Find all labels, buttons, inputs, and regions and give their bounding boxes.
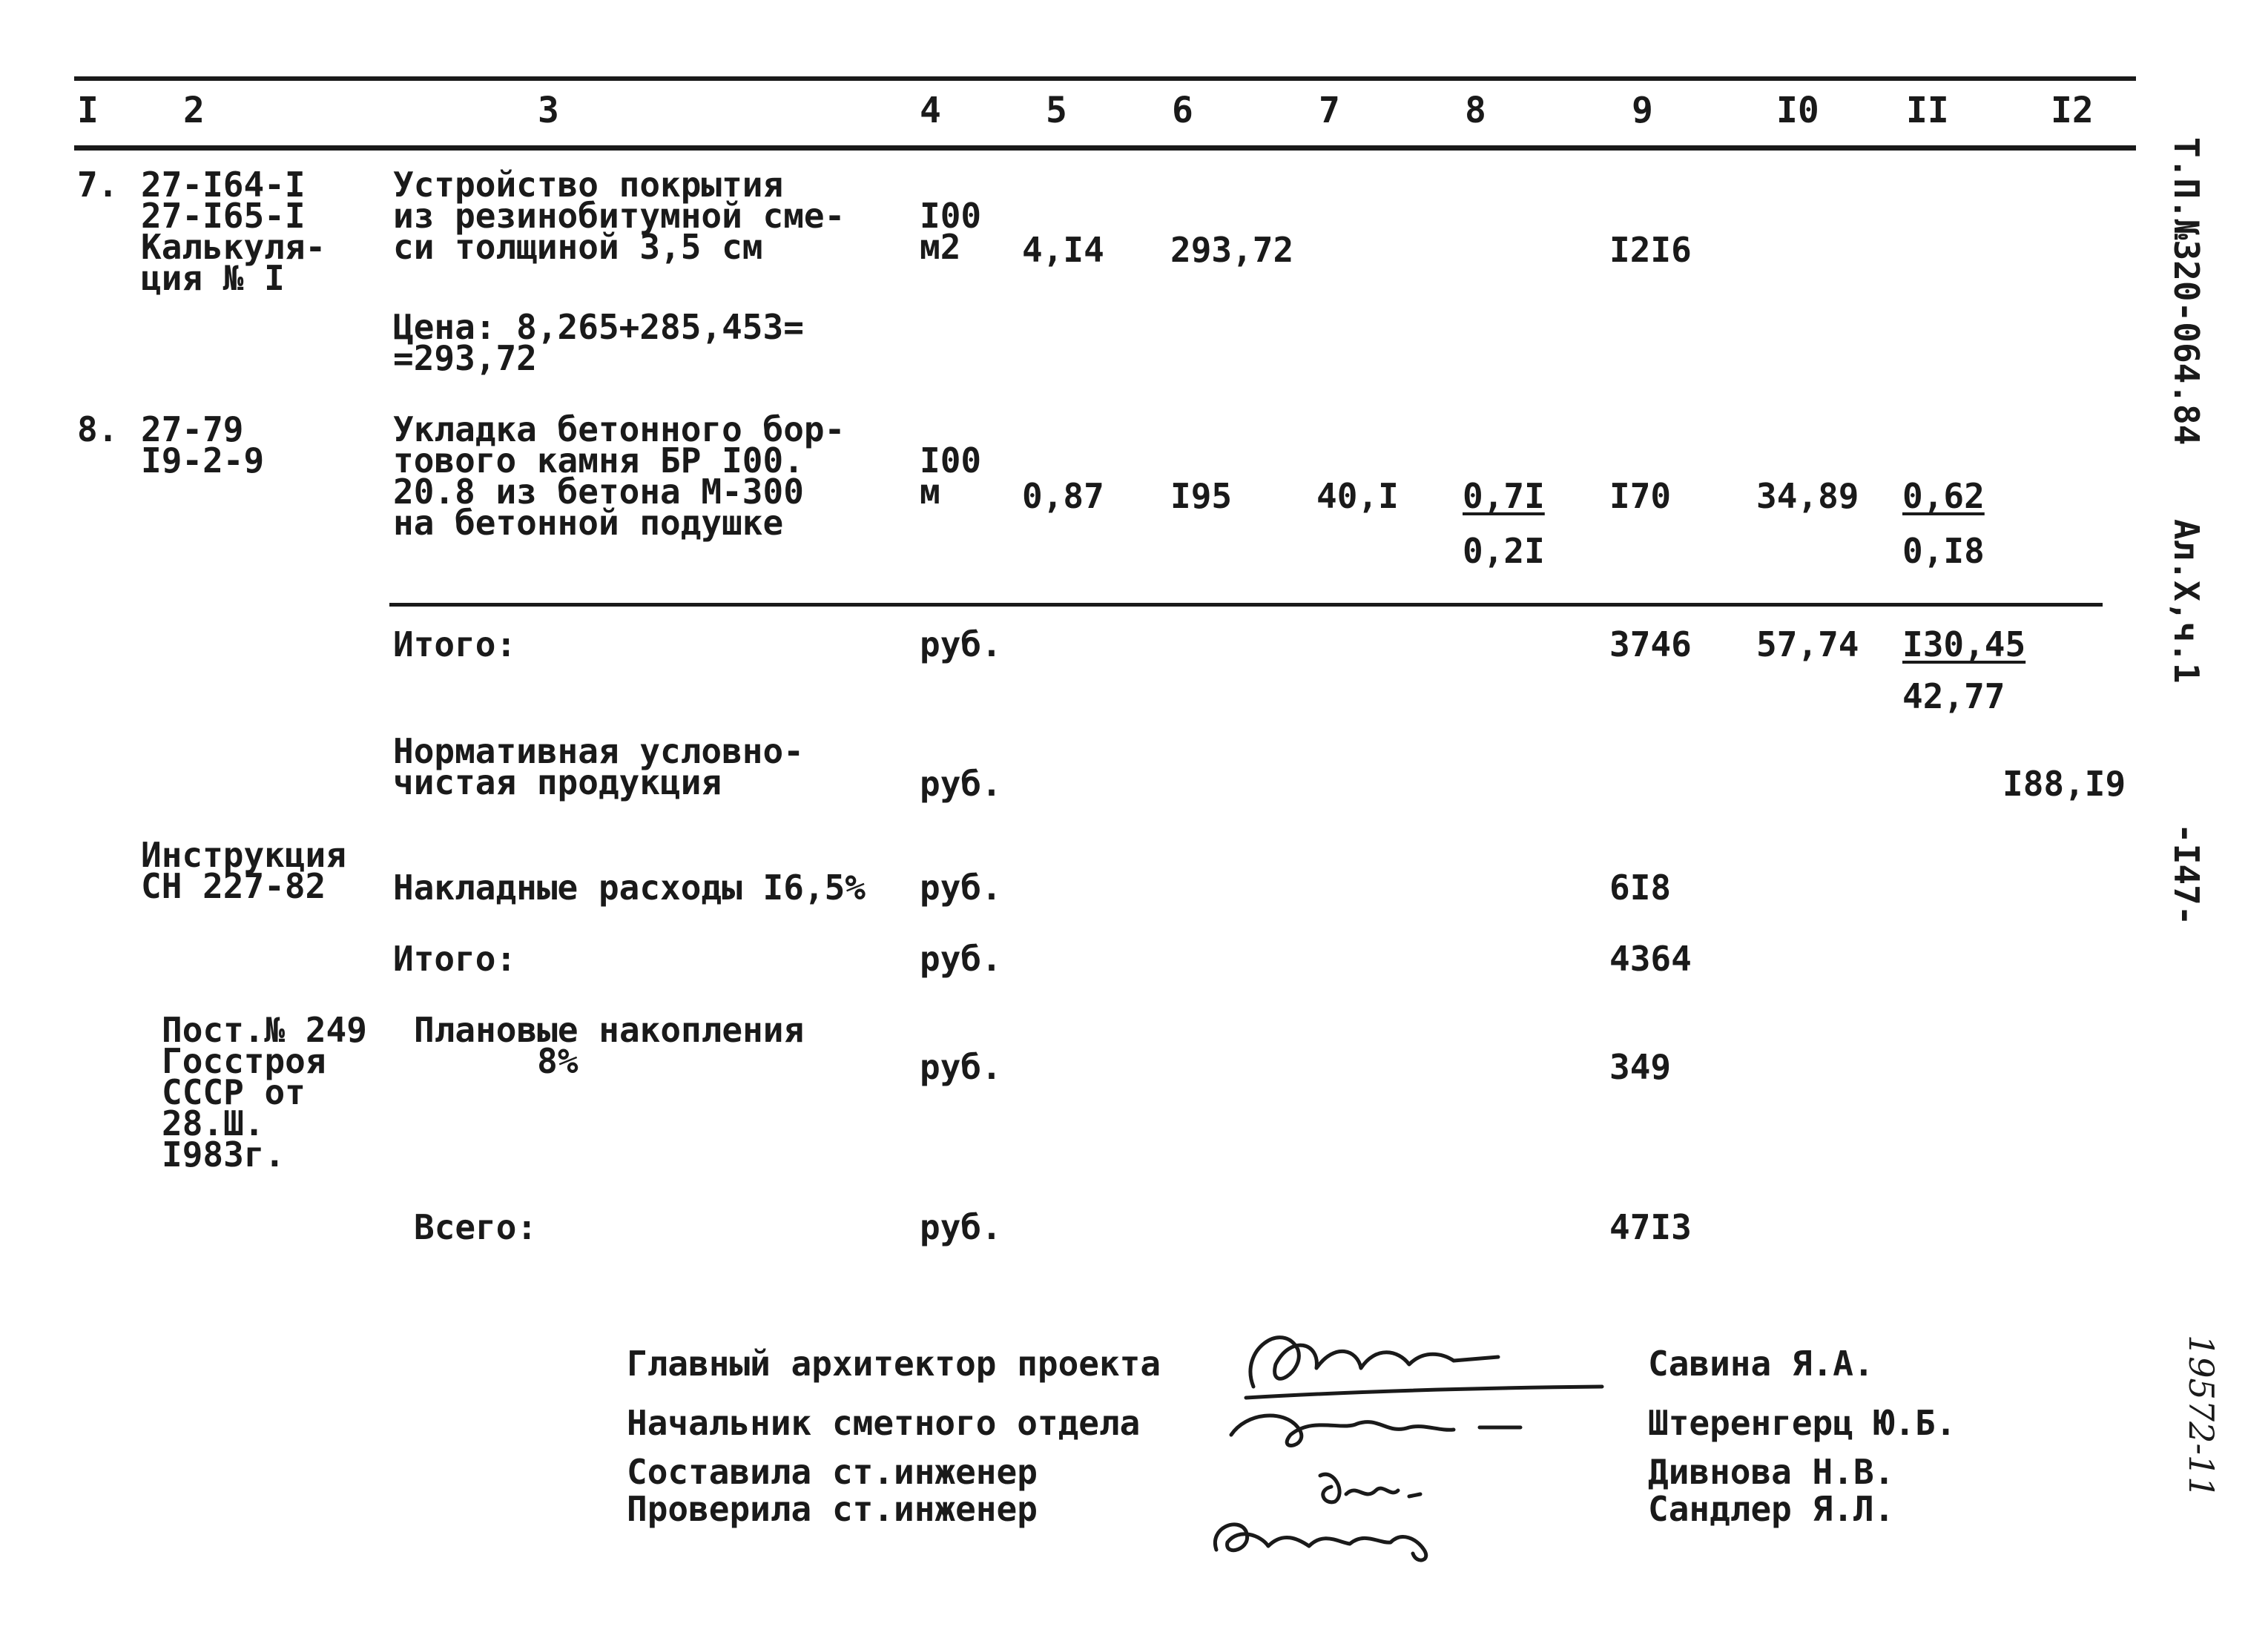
header-col-11: II xyxy=(1906,90,1949,131)
header-col-1: I xyxy=(77,90,99,131)
header-col-7: 7 xyxy=(1319,90,1340,131)
total-unit: руб. xyxy=(920,1207,1002,1247)
header-col-2: 2 xyxy=(183,90,205,131)
row8-description: Укладка бетонного бор- тового камня БР I00. 20.8 из бетона М-300 на бетонной подушке xyxy=(393,409,845,543)
itogo1-unit: руб. xyxy=(920,624,1002,664)
row7-col6: 293,72 xyxy=(1170,230,1294,270)
itogo1-col9: 3746 xyxy=(1609,624,1692,664)
margin-page-number: -I47- xyxy=(2166,823,2206,926)
overhead-reference: Инструкция СН 227-82 xyxy=(141,835,346,906)
total-label: Всего: xyxy=(414,1207,538,1247)
itogo2-label: Итого: xyxy=(393,939,517,979)
header-col-12: I2 xyxy=(2051,90,2094,131)
row8-col7: 40,I xyxy=(1316,476,1399,516)
itogo1-label: Итого: xyxy=(393,624,517,664)
planned-label: Плановые накопления 8% xyxy=(414,1010,805,1081)
signature-role-estimate-head: Начальник сметного отдела xyxy=(627,1403,1141,1443)
subtotal-rule xyxy=(389,603,2103,607)
header-col-5: 5 xyxy=(1046,90,1067,131)
signature-name-divnova: Дивнова Н.В. xyxy=(1648,1452,1895,1492)
normative-col12: I88,I9 xyxy=(2002,764,2126,804)
margin-inventory-number: 19572-11 xyxy=(2181,1335,2221,1499)
header-rule xyxy=(74,145,2136,151)
signature-role-chief-architect: Главный архитектор проекта xyxy=(627,1344,1161,1384)
row7-col9: I2I6 xyxy=(1609,230,1692,270)
row8-col8-top: 0,7I xyxy=(1463,476,1545,516)
itogo1-col10: 57,74 xyxy=(1756,624,1859,664)
signature-shterengerts xyxy=(1231,1416,1520,1445)
row7-code: 27-I64-I 27-I65-I Калькуля- ция № I xyxy=(141,165,326,298)
itogo2-col9: 4364 xyxy=(1609,939,1692,979)
planned-reference: Пост.№ 249 Госстроя СССР от 28.Ш. I983г. xyxy=(162,1010,367,1175)
row7-price-note: Цена: 8,265+285,453= =293,72 xyxy=(393,307,804,378)
row8-unit: I00 м xyxy=(920,440,982,512)
handwritten-signatures xyxy=(1187,1305,1632,1572)
header-col-6: 6 xyxy=(1172,90,1193,131)
row7-unit: I00 м2 xyxy=(920,196,982,267)
top-rule xyxy=(74,76,2136,81)
signature-name-savina: Савина Я.А. xyxy=(1648,1344,1874,1384)
header-col-10: I0 xyxy=(1776,90,1819,131)
planned-col9: 349 xyxy=(1609,1047,1672,1087)
row8-col6: I95 xyxy=(1170,476,1233,516)
normative-unit: руб. xyxy=(920,764,1002,804)
signature-role-checked-by: Проверила ст.инженер xyxy=(627,1489,1038,1529)
signature-name-shterengerts: Штеренгерц Ю.Б. xyxy=(1648,1403,1957,1443)
row7-col5: 4,I4 xyxy=(1022,230,1104,270)
row8-col9: I70 xyxy=(1609,476,1672,516)
header-col-8: 8 xyxy=(1465,90,1486,131)
signature-savina xyxy=(1250,1338,1498,1387)
row8-col5: 0,87 xyxy=(1022,476,1104,516)
overhead-label: Накладные расходы I6,5% xyxy=(393,868,866,908)
header-col-4: 4 xyxy=(920,90,941,131)
normative-label: Нормативная условно- чистая продукция xyxy=(393,731,804,802)
itogo1-col11-bottom: 42,77 xyxy=(1902,676,2005,716)
itogo1-col11-top: I30,45 xyxy=(1902,624,2026,664)
planned-unit: руб. xyxy=(920,1047,1002,1087)
row8-code: 27-79 I9-2-9 xyxy=(141,409,265,480)
margin-doc-reference: Т.П.№320-064.84 xyxy=(2166,137,2206,446)
row8-col11-bottom: 0,I8 xyxy=(1902,531,1985,571)
row8-col10: 34,89 xyxy=(1756,476,1859,516)
signature-sandler xyxy=(1215,1525,1425,1560)
header-col-3: 3 xyxy=(538,90,559,131)
overhead-unit: руб. xyxy=(920,868,1002,908)
signature-underline xyxy=(1246,1387,1602,1398)
signature-name-sandler: Сандлер Я.Л. xyxy=(1648,1489,1895,1529)
overhead-col9: 6I8 xyxy=(1609,868,1672,908)
row8-col11-top: 0,62 xyxy=(1902,476,1985,516)
row7-description: Устройство покрытия из резинобитумной сме- си толщиной 3,5 см xyxy=(393,165,845,267)
header-col-9: 9 xyxy=(1632,90,1653,131)
row8-number: 8. xyxy=(77,409,119,449)
total-col9: 47I3 xyxy=(1609,1207,1692,1247)
row8-col8-bottom: 0,2I xyxy=(1463,531,1545,571)
row7-number: 7. xyxy=(77,165,119,205)
signature-role-compiled-by: Составила ст.инженер xyxy=(627,1452,1038,1492)
signature-divnova xyxy=(1320,1474,1420,1502)
margin-album-reference: Ал.Х,ч.1 xyxy=(2166,519,2206,684)
itogo2-unit: руб. xyxy=(920,939,1002,979)
